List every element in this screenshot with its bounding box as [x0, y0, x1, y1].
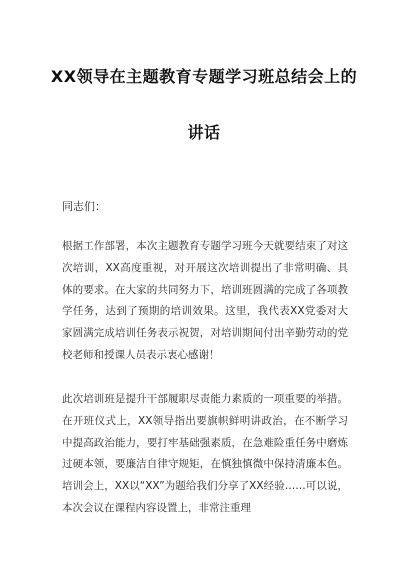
salutation: 同志们： — [62, 200, 106, 213]
paragraph: 根据工作部署，本次主题教育专题学习班今天就要结束了对这次培训，XX高度重视，对开展这次培训提出了非常明确、具体的要求。在大家的共同努力下，培训班圆满的完成了各项教学任务，达到了预期的培训效果。这里，我代表XX党委对大家圆满完成培训任务表示祝贺，对培训期间付出辛勤劳动的党校老师和授课人员表示衷心感谢！ — [62, 240, 348, 361]
document-title-continued: 讲话 — [187, 123, 221, 142]
paragraph: 此次培训班是提升干部履职尽责能力素质的一项重要的举措。在开班仪式上，XX领导指出要旗帜鲜明讲政治，在不断学习中提高政治能力，要打牢基础强素质，在急难险重任务中磨炼过硬本领，要廉洁自律守规矩，在慎独慎微中保持清廉本色。培训会上，XX以“XX”为题给我们分享了XX经验……可以说，本次会议在课程内容设置上，非常注重理 — [62, 393, 348, 514]
document-title: XX领导在主题教育专题学习班总结会上的 — [50, 67, 358, 86]
